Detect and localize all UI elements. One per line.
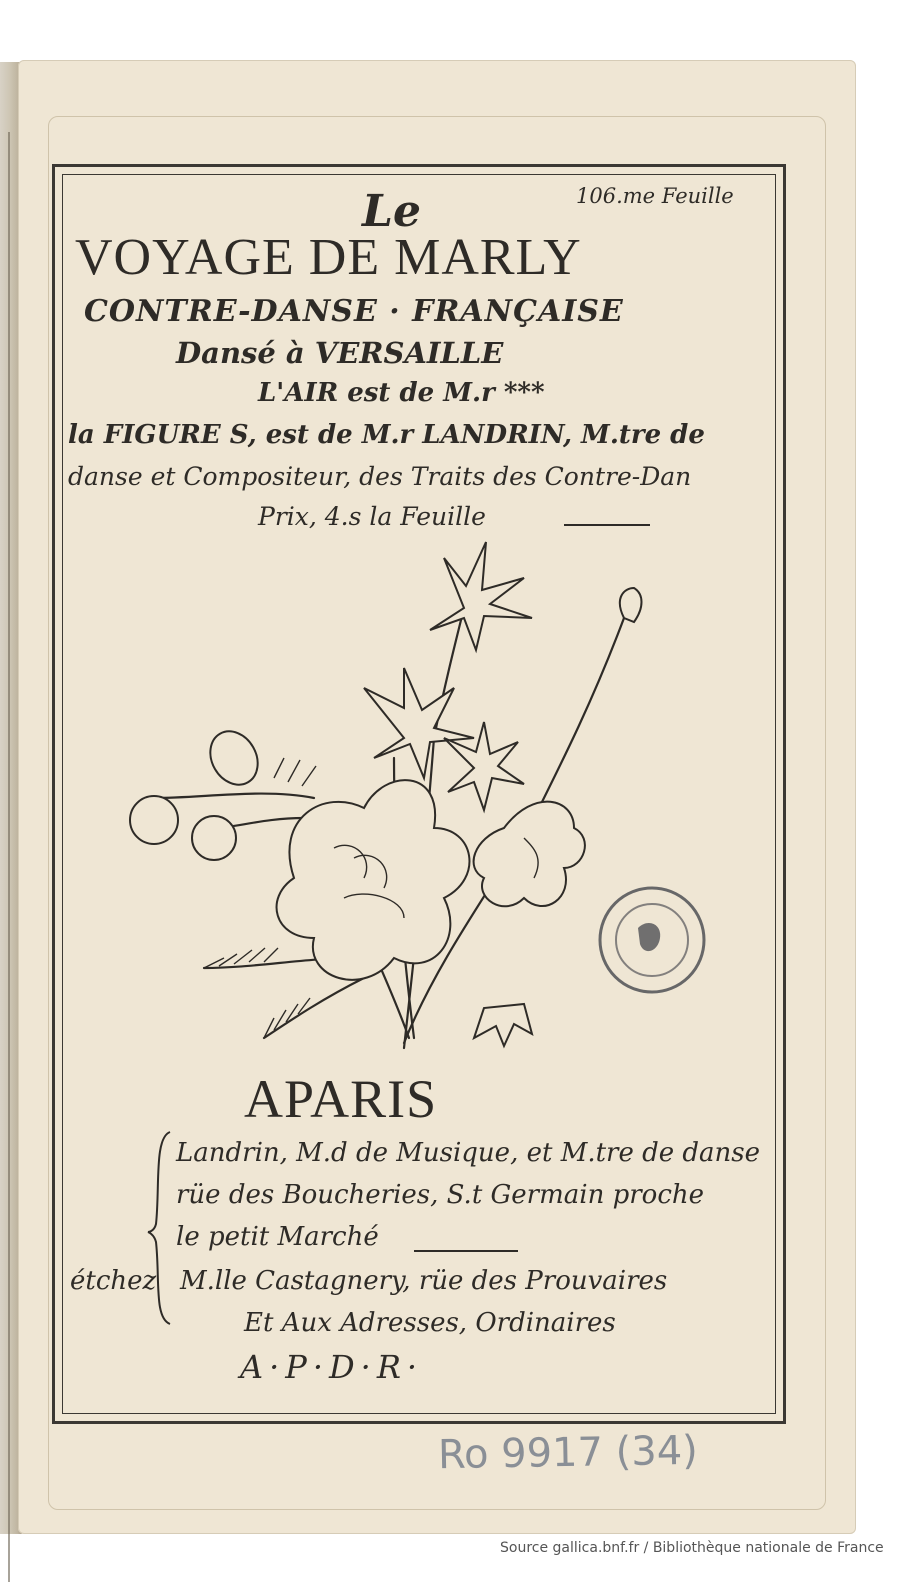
subtitle: CONTRE-DANSE · FRANÇAISE <box>84 294 624 329</box>
address-line-3: le petit Marché <box>176 1222 379 1252</box>
address-line-1: Landrin, M.d de Musique, et M.tre de danse <box>176 1138 761 1168</box>
title-page <box>18 60 856 1534</box>
danced-at-line: Dansé à VERSAILLE <box>176 336 504 370</box>
figure-credit-line1: la FIGURE S, est de M.r LANDRIN, M.tre de <box>68 420 705 450</box>
figure-credit-line2: danse et Compositeur, des Traits des Contre-Dan <box>68 462 692 491</box>
sheet-number: 106.me Feuille <box>576 184 734 208</box>
address-brace <box>146 1128 176 1328</box>
imprint-city: APARIS <box>244 1069 438 1129</box>
address-rule <box>414 1250 518 1252</box>
chez-label: étchez <box>70 1266 157 1296</box>
air-credit: L'AIR est de M.r *** <box>258 378 545 408</box>
article-le: Le <box>362 186 421 237</box>
page-title: VOYAGE DE MARLY <box>75 229 582 286</box>
address-line-4: M.lle Castagnery, rüe des Prouvaires <box>180 1266 668 1296</box>
price-line: Prix, 4.s la Feuille <box>258 502 486 531</box>
address-line-5: Et Aux Adresses, Ordinaires <box>244 1308 616 1338</box>
privilege-mark: A·P·D·R· <box>240 1348 424 1386</box>
address-line-2: rüe des Boucheries, S.t Germain proche <box>176 1180 705 1210</box>
price-rule <box>564 524 650 526</box>
shelfmark-annotation: Ro 9917 (34) <box>437 1427 699 1479</box>
spine-edge <box>8 132 10 1582</box>
source-credit: Source gallica.bnf.fr / Bibliothèque nationale de France <box>500 1540 884 1556</box>
flower-bouquet-engraving <box>104 538 664 1058</box>
library-stamp <box>582 880 722 1020</box>
